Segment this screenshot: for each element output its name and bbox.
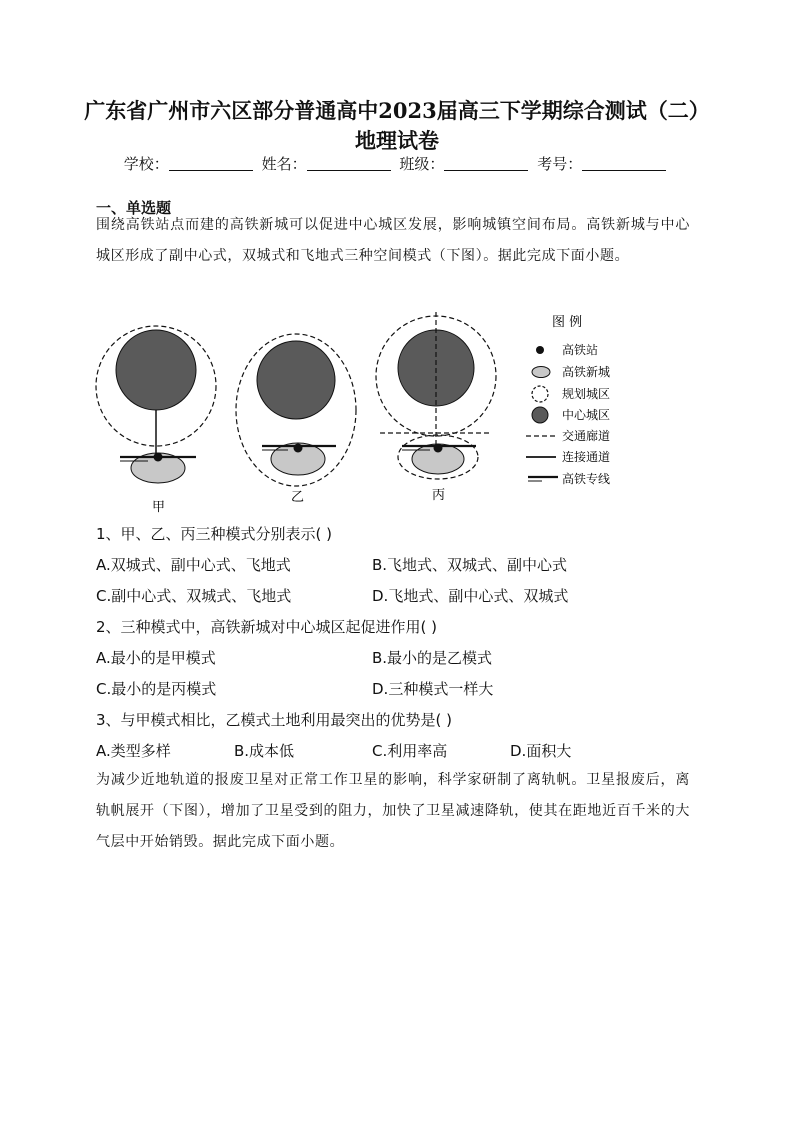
mode-jia bbox=[96, 326, 216, 515]
legend-central-icon bbox=[532, 407, 548, 423]
label-bing: 丙 bbox=[432, 488, 446, 503]
student-info-row bbox=[0, 153, 794, 174]
question-2-stem: 2、三种模式中，高铁新城对中心城区起促进作用( ) bbox=[96, 618, 438, 636]
legend-connection-label: 连接通道 bbox=[562, 450, 611, 464]
name-blank bbox=[307, 156, 391, 171]
class-blank bbox=[444, 156, 528, 171]
q2-option-c[interactable]: C.最小的是丙模式 bbox=[96, 680, 217, 698]
legend-newtown-icon bbox=[532, 367, 550, 378]
legend-station-label: 高铁站 bbox=[562, 343, 599, 357]
q3-option-a[interactable]: A.类型多样 bbox=[96, 742, 171, 760]
legend-central-label: 中心城区 bbox=[562, 408, 611, 422]
exam-number-label: 考号： bbox=[537, 155, 583, 173]
paper-title: 广东省广州市六区部分普通高中2023届高三下学期综合测试（二） bbox=[84, 98, 710, 123]
hsr-station-yi bbox=[294, 444, 303, 453]
mode-yi bbox=[236, 334, 356, 505]
school-label: 学校： bbox=[123, 155, 169, 173]
school-blank bbox=[169, 156, 253, 171]
paper-subtitle: 地理试卷 bbox=[355, 128, 439, 153]
q3-option-c[interactable]: C.利用率高 bbox=[372, 742, 448, 760]
central-city-jia bbox=[116, 330, 196, 410]
q3-option-d[interactable]: D.面积大 bbox=[510, 742, 572, 760]
legend bbox=[526, 315, 610, 486]
figure-spatial-modes bbox=[90, 306, 630, 516]
q1-option-b[interactable]: B.飞地式、双城式、副中心式 bbox=[372, 556, 568, 574]
question-3-stem: 3、与甲模式相比，乙模式土地利用最突出的优势是( ) bbox=[96, 711, 453, 729]
q1-option-a[interactable]: A.双城式、副中心式、飞地式 bbox=[96, 556, 291, 574]
passage-1: 围绕高铁站点而建的高铁新城可以促进中心城区发展，影响城镇空间布局。高铁新城与中心城区形成了副中心式，双城式和飞地式三种空间模式（下图）。据此完成下面小题。 bbox=[96, 217, 690, 264]
class-label: 班级： bbox=[399, 155, 445, 173]
legend-planned-icon bbox=[532, 386, 548, 402]
hsr-station-jia bbox=[154, 453, 163, 462]
mode-bing bbox=[376, 312, 496, 503]
section-heading: 一、单选题 bbox=[96, 199, 172, 217]
q2-option-a[interactable]: A.最小的是甲模式 bbox=[96, 649, 216, 667]
question-1-stem: 1、甲、乙、丙三种模式分别表示( ) bbox=[96, 525, 333, 543]
q2-option-b[interactable]: B.最小的是乙模式 bbox=[372, 649, 493, 667]
legend-planned-label: 规划城区 bbox=[562, 387, 611, 401]
name-label: 姓名： bbox=[261, 155, 307, 173]
passage-2: 为减少近地轨道的报废卫星对正常工作卫星的影响，科学家研制了离轨帆。卫星报废后，离轨帆展开（下图），增加了卫星受到的阻力，加快了卫星减速降轨，使其在距地近百千米的大气层中开始销毁。据此完成下面小题。 bbox=[96, 772, 690, 850]
legend-station-icon bbox=[536, 346, 544, 354]
label-jia: 甲 bbox=[152, 500, 166, 515]
legend-title: 图 例 bbox=[552, 315, 583, 330]
q1-option-c[interactable]: C.副中心式、双城式、飞地式 bbox=[96, 587, 292, 605]
exam-number-blank bbox=[582, 156, 666, 171]
q2-option-d[interactable]: D.三种模式一样大 bbox=[372, 680, 494, 698]
legend-corridor-label: 交通廊道 bbox=[562, 429, 611, 443]
legend-newtown-label: 高铁新城 bbox=[562, 365, 611, 379]
central-city-yi bbox=[257, 341, 335, 419]
label-yi: 乙 bbox=[291, 490, 305, 505]
hsr-station-bing bbox=[434, 444, 443, 453]
legend-hsr-label: 高铁专线 bbox=[562, 472, 611, 486]
q3-option-b[interactable]: B.成本低 bbox=[234, 742, 295, 760]
q1-option-d[interactable]: D.飞地式、副中心式、双城式 bbox=[372, 587, 569, 605]
